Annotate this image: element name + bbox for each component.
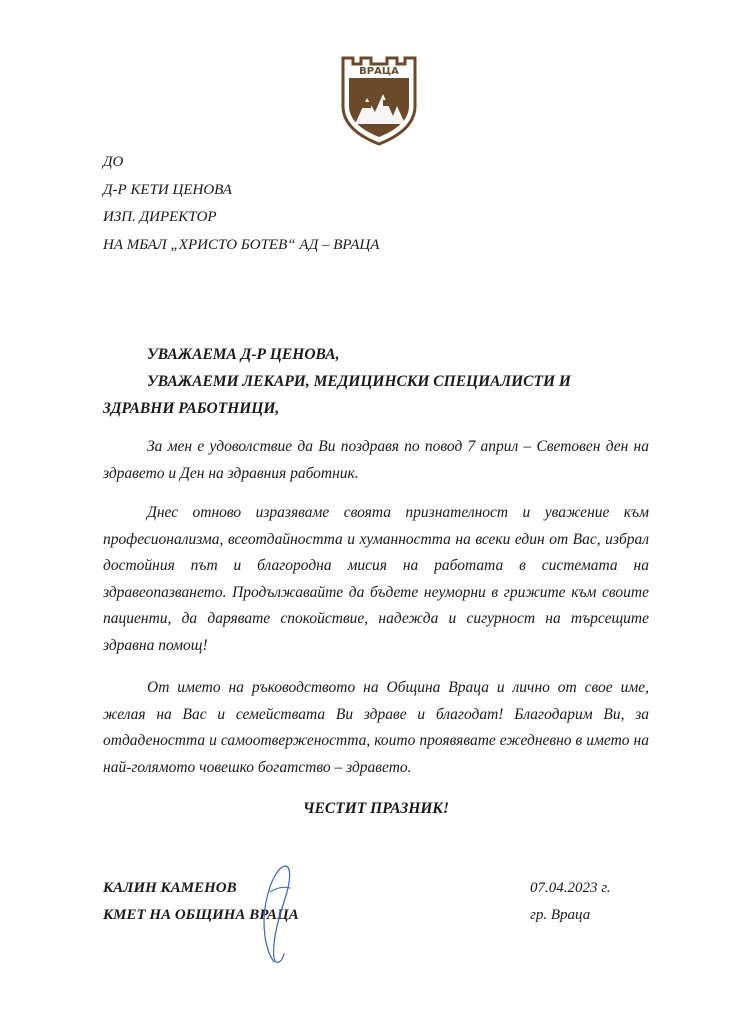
- body-paragraph-3: [103, 675, 649, 781]
- coat-of-arms-icon: [339, 54, 419, 146]
- address-line-institution: НА МБАЛ „ХРИСТО БОТЕВ“ АД – ВРАЦА: [103, 237, 380, 253]
- vratsa-coat-of-arms: [339, 54, 419, 146]
- body-paragraph-1: [103, 434, 649, 487]
- address-line-to: ДО: [103, 154, 124, 170]
- letter-place: гр. Враца: [530, 907, 591, 923]
- letter-date: 07.04.2023 г.: [530, 880, 611, 896]
- signature-icon: [256, 862, 296, 970]
- address-line-recipient: Д-Р КЕТИ ЦЕНОВА: [103, 182, 232, 198]
- signer-name: КАЛИН КАМЕНОВ: [103, 880, 237, 896]
- body-paragraph-2: [103, 500, 649, 659]
- address-line-position: ИЗП. ДИРЕКТОР: [103, 209, 217, 225]
- signer-title: КМЕТ НА ОБЩИНА ВРАЦА: [103, 907, 299, 923]
- salutation-line-2: УВАЖАЕМИ ЛЕКАРИ, МЕДИЦИНСКИ СПЕЦИАЛИСТИ И: [147, 373, 571, 390]
- closing-greeting: ЧЕСТИТ ПРАЗНИК!: [303, 800, 449, 817]
- emblem-text: ВРАЦА: [359, 66, 399, 77]
- body-paragraph-1-text: За мен е удоволствие да Ви поздравя по повод 7 април – Световен ден на здравето и Ден на здравния работник.: [103, 438, 649, 482]
- body-paragraph-2-text: Днес отново изразяваме своята признателност и уважение към професионализма, всеотдайността и хуманността на всеки един от Вас, избрал достойния път и благородна мисия на работата в системата на здравеопазването. Продължавайте да бъдете неуморни в грижите към своите пациенти, да дарявате спокойствие, надежда и сигурност на търсещите здравна помощ!: [103, 504, 649, 654]
- body-paragraph-3-text: От името на ръководството на Община Враца и лично от свое име, желая на Вас и семействата Ви здраве и благодат! Благодарим Ви, за отдадеността и самоотвержеността, които проявявате ежедневно в името на най-голямото човешко богатство – здравето.: [103, 679, 649, 776]
- salutation-line-3: ЗДРАВНИ РАБОТНИЦИ,: [103, 400, 280, 417]
- handwritten-signature: [256, 862, 296, 970]
- salutation-line-1: УВАЖАЕМА Д-Р ЦЕНОВА,: [147, 346, 340, 363]
